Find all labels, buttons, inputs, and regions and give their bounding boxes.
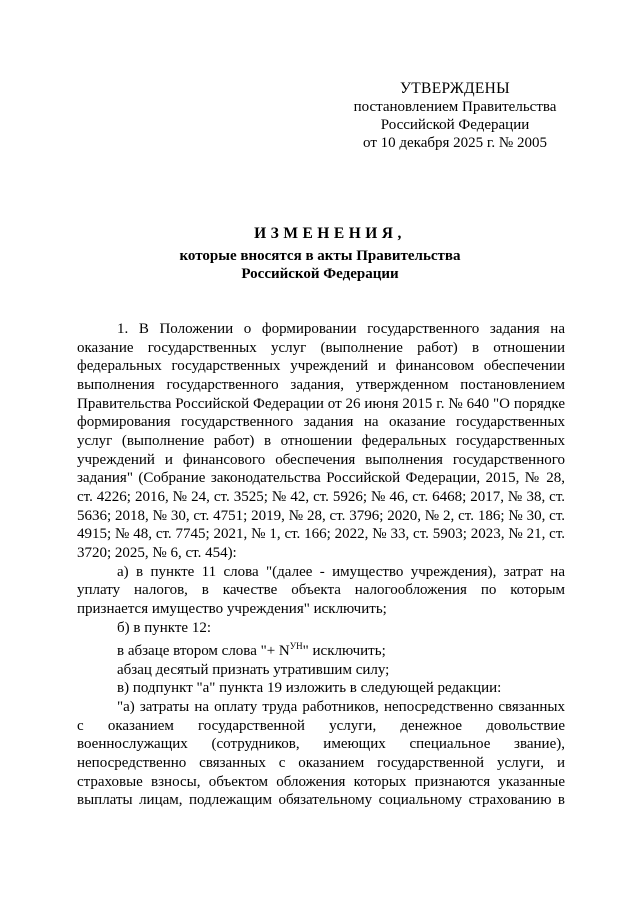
item-b-sub1-superscript: УН [289,641,303,652]
paragraph-item-1: 1. В Положении о формировании государственного задания на оказание государственных услуг (выполнение работ) в отношении федеральных государственных учреждений и финансовом обеспечении выполнения государственного задания, утвержденном постановлением Правительства Российской Федерации от 26 июня 2015 г. № 640 "О порядке формирования государственного задания на оказание государственных услуг (выполнение работ) в отношении федеральных государственных учреждений и финансового обеспечения выполнения государственного задания" (Собрание законодательства Российской Федерации, 2015, № 28, ст. 4226; 2016, № 24, ст. 3525; № 42, ст. 5926; № 46, ст. 6468; 2017, № 38, ст. 5636; 2018, № 30, ст. 4751; 2019, № 28, ст. 3796; 2020, № 2, ст. 186; № 30, ст. 4915; № 48, ст. 7745; 2021, № 1, ст. 166; 2022, № 33, ст. 5903; 2023, № 21, ст. 3720; 2025, № 6, ст. 454): [77,321,565,561]
document-subtitle-line2: Российской Федерации [241,266,399,282]
approval-label: УТВЕРЖДЕНЫ [400,80,510,97]
document-subtitle-line1: которые вносятся в акты Правительства [179,248,461,264]
paragraph-item-c-quote: "а) затраты на оплату труда работников, непосредственно связанных с оказанием государственной услуги, денежное довольствие военнослужащих (сотрудников, имеющих специальное звание), непосредственно связанных с оказанием государственной услуги, и страховые взносы, объектом обложения которых признаются указанные выплаты лицам, подлежащим обязательному социальному страхованию в [77,699,565,809]
paragraph-item-b-sub2: абзац десятый признать утратившим силу; [117,661,390,678]
paragraph-item-b: б) в пункте 12: [117,619,211,636]
approval-stamp [330,80,580,152]
item-b-sub1-text-start: в абзаце втором слова "+ N [117,643,290,660]
document-title: ИЗМЕНЕНИЯ, [254,225,406,242]
item-b-sub1-text-end: " исключить; [302,643,386,660]
paragraph-item-c: в) подпункт "а" пункта 19 изложить в следующей редакции: [117,680,502,697]
document-body [77,320,565,810]
approval-authority: постановлением Правительства [353,99,557,115]
document-heading [60,225,580,283]
paragraph-item-a: а) в пункте 11 слова "(далее - имущество учреждения), затрат на уплату налогов, в качестве объекта налогообложения по которым признается имущество учреждения" исключить; [77,563,565,617]
paragraph-item-b-sub1 [77,637,565,661]
approval-date-number: от 10 декабря 2025 г. № 2005 [363,135,547,151]
approval-country: Российской Федерации [380,117,530,133]
